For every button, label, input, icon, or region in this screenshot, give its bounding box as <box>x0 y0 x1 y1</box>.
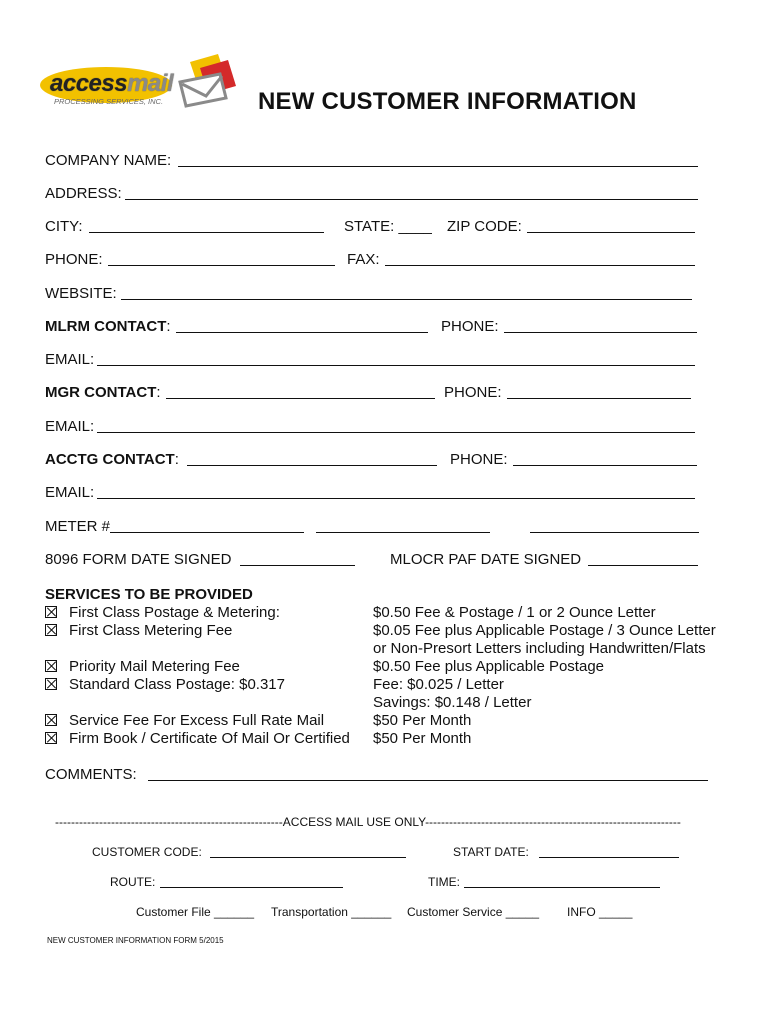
service-label: First Class Postage & Metering: <box>69 604 280 621</box>
checkbox-checked-icon[interactable] <box>45 606 57 618</box>
acctg-contact-text: ACCTG CONTACT <box>45 451 175 468</box>
route-label: ROUTE: <box>110 875 156 889</box>
acctg-phone-label: PHONE: <box>450 451 508 468</box>
comments-field[interactable] <box>148 780 708 781</box>
fax-label: FAX: <box>347 251 380 268</box>
phone-field[interactable] <box>108 265 335 266</box>
acctg-phone-field[interactable] <box>513 465 697 466</box>
logo-access-text: access <box>50 70 128 97</box>
meter-field-3[interactable] <box>530 532 699 533</box>
mgr-phone-field[interactable] <box>507 398 691 399</box>
phone-label: PHONE: <box>45 251 103 268</box>
meter-field-2[interactable] <box>316 532 490 533</box>
website-label: WEBSITE: <box>45 285 117 302</box>
company-name-field[interactable] <box>178 166 698 167</box>
acctg-colon: : <box>174 451 179 468</box>
service-fee: $0.05 Fee plus Applicable Postage / 3 Ounce Letter <box>373 622 716 639</box>
form-8096-label: 8096 FORM DATE SIGNED <box>45 551 232 568</box>
email1-label: EMAIL: <box>45 351 95 368</box>
form-footer: NEW CUSTOMER INFORMATION FORM 5/2015 <box>47 936 224 945</box>
service-savings: Savings: $0.148 / Letter <box>373 694 532 711</box>
checkbox-checked-icon[interactable] <box>45 732 57 744</box>
website-field[interactable] <box>121 299 692 300</box>
service-item-standard-class[interactable] <box>45 676 285 694</box>
service-label: Standard Class Postage: $0.317 <box>69 676 285 693</box>
divider-left: --------------------------------------------------------- <box>55 815 283 829</box>
meter-field-1[interactable] <box>110 532 304 533</box>
checkbox-checked-icon[interactable] <box>45 624 57 636</box>
city-label: CITY: <box>45 218 83 235</box>
email2-label: EMAIL: <box>45 418 95 435</box>
email2-field[interactable] <box>97 432 695 433</box>
mlrm-colon: : <box>166 318 171 335</box>
mgr-phone-label: PHONE: <box>444 384 502 401</box>
comments-label: COMMENTS: <box>45 766 137 783</box>
start-date-field[interactable] <box>539 857 679 858</box>
mlocr-field[interactable] <box>588 565 698 566</box>
mlrm-contact-field[interactable] <box>176 332 428 333</box>
logo-subtext: PROCESSING SERVICES, INC. <box>54 97 164 106</box>
services-heading: SERVICES TO BE PROVIDED <box>45 586 253 603</box>
mgr-contact-text: MGR CONTACT <box>45 384 157 401</box>
time-field[interactable] <box>464 887 660 888</box>
city-field[interactable] <box>89 232 324 233</box>
service-item-first-class-metering[interactable] <box>45 622 232 640</box>
company-name-label: COMPANY NAME: <box>45 152 172 169</box>
logo-mail-text: mail <box>127 70 174 97</box>
checkbox-checked-icon[interactable] <box>45 714 57 726</box>
checkbox-checked-icon[interactable] <box>45 678 57 690</box>
customer-service-field[interactable]: Customer Service _____ <box>407 905 540 919</box>
mlrm-contact-text: MLRM CONTACT <box>45 318 167 335</box>
service-item-priority-mail[interactable] <box>45 658 240 676</box>
office-use-divider <box>55 815 681 829</box>
time-label: TIME: <box>428 875 460 889</box>
service-fee-continued: or Non-Presort Letters including Handwritten/Flats <box>373 640 706 657</box>
service-fee: $0.50 Fee plus Applicable Postage <box>373 658 604 675</box>
service-fee: $50 Per Month <box>373 730 472 747</box>
service-fee: $0.50 Fee & Postage / 1 or 2 Ounce Letter <box>373 604 656 621</box>
zip-label: ZIP CODE: <box>447 218 522 235</box>
mgr-contact-field[interactable] <box>166 398 435 399</box>
zip-field[interactable] <box>527 232 695 233</box>
customer-code-label: CUSTOMER CODE: <box>92 845 202 859</box>
checkbox-checked-icon[interactable] <box>45 660 57 672</box>
acctg-contact-field[interactable] <box>187 465 437 466</box>
service-label: Service Fee For Excess Full Rate Mail <box>69 712 325 729</box>
transportation-field[interactable]: Transportation ______ <box>271 905 392 919</box>
page-title: NEW CUSTOMER INFORMATION <box>258 88 637 115</box>
address-label: ADDRESS: <box>45 185 122 202</box>
mlrm-contact-label <box>45 318 171 336</box>
state-label: STATE: ____ <box>344 218 432 235</box>
service-label: First Class Metering Fee <box>69 622 233 639</box>
mlrm-phone-label: PHONE: <box>441 318 499 335</box>
start-date-label: START DATE: <box>453 845 529 859</box>
service-item-firm-book[interactable] <box>45 730 350 748</box>
service-label: Priority Mail Metering Fee <box>69 658 240 675</box>
company-logo <box>40 52 240 112</box>
email3-label: EMAIL: <box>45 484 95 501</box>
mlrm-phone-field[interactable] <box>504 332 697 333</box>
info-field[interactable]: INFO _____ <box>567 905 633 919</box>
customer-file-field[interactable]: Customer File ______ <box>136 905 255 919</box>
address-field[interactable] <box>125 199 698 200</box>
form-8096-field[interactable] <box>240 565 355 566</box>
service-item-excess-full-rate[interactable] <box>45 712 324 730</box>
mgr-colon: : <box>156 384 161 401</box>
service-label: Firm Book / Certificate Of Mail Or Certified <box>69 730 350 747</box>
acctg-contact-label <box>45 451 179 469</box>
service-fee: $50 Per Month <box>373 712 472 729</box>
route-field[interactable] <box>160 887 343 888</box>
office-use-heading: ACCESS MAIL USE ONLY <box>282 815 426 829</box>
email1-field[interactable] <box>97 365 695 366</box>
divider-right: ---------------------------------------------------------------- <box>425 815 681 829</box>
mgr-contact-label <box>45 384 161 402</box>
fax-field[interactable] <box>385 265 695 266</box>
email3-field[interactable] <box>97 498 695 499</box>
customer-code-field[interactable] <box>210 857 406 858</box>
service-fee: Fee: $0.025 / Letter <box>373 676 504 693</box>
meter-label: METER # <box>45 518 111 535</box>
service-item-first-class-postage[interactable] <box>45 604 280 622</box>
mlocr-label: MLOCR PAF DATE SIGNED <box>390 551 582 568</box>
